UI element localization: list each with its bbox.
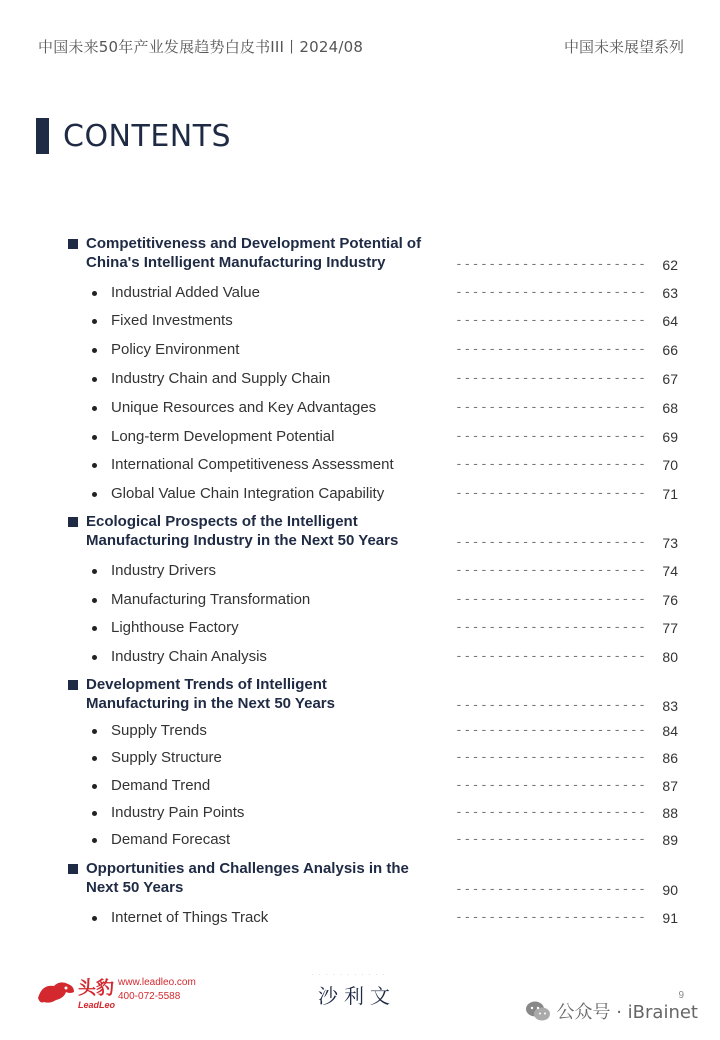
toc-section-title-line: Next 50 Years [86,879,184,896]
logo-chinese-name: 头豹 [78,978,114,999]
toc-subsection-title[interactable]: Unique Resources and Key Advantages [111,399,377,416]
toc-dotted-leader: ----------------------- [455,882,647,897]
frost-sullivan-logo: 沙利文 [318,984,396,1008]
toc-subsection-title[interactable]: Demand Trend [111,777,211,794]
toc-page-number[interactable]: 77 [662,620,678,636]
section-bullet-icon [68,680,78,690]
toc-dotted-leader: ----------------------- [455,486,647,501]
toc-subsection-title[interactable]: Industry Pain Points [111,804,245,821]
subsection-bullet-icon [92,598,97,603]
subsection-bullet-icon [92,626,97,631]
toc-section-title-line: Manufacturing in the Next 50 Years [86,695,335,712]
toc-page-number[interactable]: 80 [662,649,678,665]
toc-subsection-title[interactable]: Industrial Added Value [111,284,260,301]
subsection-bullet-icon [92,784,97,789]
logo-english-name: LeadLeo [78,1000,116,1010]
leadleo-logo [36,974,115,1010]
section-bullet-icon [68,517,78,527]
toc-dotted-leader: ----------------------- [455,457,647,472]
toc-page-number[interactable]: 67 [662,371,678,387]
toc-section-title-line: Opportunities and Challenges Analysis in the [86,860,409,877]
subsection-bullet-icon [92,729,97,734]
toc-page-number[interactable]: 91 [662,910,678,926]
toc-subsection-title[interactable]: Global Value Chain Integration Capability [111,485,385,502]
toc-dotted-leader: ----------------------- [455,723,647,738]
toc-section-title[interactable] [86,512,446,550]
toc-dotted-leader: ----------------------- [455,620,647,635]
toc-page-number[interactable]: 90 [662,882,678,898]
subsection-bullet-icon [92,569,97,574]
wechat-icon [525,1000,551,1022]
toc-dotted-leader: ----------------------- [455,400,647,415]
toc-dotted-leader: ----------------------- [455,698,647,713]
watermark-text: 公众号 · iBrainet [556,1002,698,1023]
subsection-bullet-icon [92,811,97,816]
subsection-bullet-icon [92,291,97,296]
contact-info [118,976,196,1004]
title-accent-bar [36,118,49,154]
toc-page-number[interactable]: 71 [662,486,678,502]
toc-section-title[interactable] [86,675,446,713]
toc-page-number[interactable]: 70 [662,457,678,473]
toc-subsection-title[interactable]: Industry Drivers [111,562,217,579]
subsection-bullet-icon [92,377,97,382]
leopard-logo-icon [36,978,76,1006]
header-series-title: 中国未来展望系列 [563,38,684,56]
toc-subsection-title[interactable]: Demand Forecast [111,831,231,848]
toc-subsection-title[interactable]: Fixed Investments [111,312,233,329]
subsection-bullet-icon [92,435,97,440]
toc-section-title-line: Development Trends of Intelligent [86,676,327,693]
toc-dotted-leader: ----------------------- [455,832,647,847]
toc-subsection-title[interactable]: International Competitiveness Assessment [111,456,394,473]
toc-dotted-leader: ----------------------- [455,371,647,386]
toc-page-number[interactable]: 89 [662,832,678,848]
toc-dotted-leader: ----------------------- [455,342,647,357]
toc-page-number[interactable]: 87 [662,778,678,794]
page-footer [0,960,720,1040]
subsection-bullet-icon [92,348,97,353]
toc-dotted-leader: ----------------------- [455,805,647,820]
subsection-bullet-icon [92,838,97,843]
toc-page-number[interactable]: 83 [662,698,678,714]
toc-page-number[interactable]: 73 [662,535,678,551]
toc-dotted-leader: ----------------------- [455,563,647,578]
toc-subsection-title[interactable]: Long-term Development Potential [111,428,335,445]
page-number: 9 [678,990,684,1001]
subsection-bullet-icon [92,492,97,497]
toc-page-number[interactable]: 86 [662,750,678,766]
toc-page-number[interactable]: 76 [662,592,678,608]
toc-page-number[interactable]: 62 [662,257,678,273]
toc-subsection-title[interactable]: Lighthouse Factory [111,619,239,636]
toc-page-number[interactable]: 74 [662,563,678,579]
toc-section-title-line: Manufacturing Industry in the Next 50 Years [86,532,399,549]
section-bullet-icon [68,239,78,249]
toc-subsection-title[interactable]: Industry Chain and Supply Chain [111,370,331,387]
toc-section-title-line: China's Intelligent Manufacturing Industry [86,254,386,271]
subsection-bullet-icon [92,655,97,660]
page-title: CONTENTS [63,118,232,154]
toc-section-title-line: Competitiveness and Development Potential of [86,235,422,252]
subsection-bullet-icon [92,319,97,324]
subsection-bullet-icon [92,916,97,921]
toc-page-number[interactable]: 69 [662,429,678,445]
website-link[interactable]: www.leadleo.com [118,977,196,988]
toc-dotted-leader: ----------------------- [455,429,647,444]
toc-page-number[interactable]: 64 [662,313,678,329]
subsection-bullet-icon [92,756,97,761]
toc-section-title[interactable] [86,859,446,897]
toc-dotted-leader: ----------------------- [455,313,647,328]
toc-dotted-leader: ----------------------- [455,750,647,765]
subsection-bullet-icon [92,406,97,411]
toc-subsection-title[interactable]: Internet of Things Track [111,909,269,926]
toc-subsection-title[interactable]: Manufacturing Transformation [111,591,311,608]
toc-dotted-leader: ----------------------- [455,778,647,793]
toc-section-title[interactable] [86,234,446,272]
toc-dotted-leader: ----------------------- [455,535,647,550]
toc-subsection-title[interactable]: Supply Trends [111,722,207,739]
toc-page-number[interactable]: 63 [662,285,678,301]
wechat-watermark [525,998,699,1024]
toc-page-number[interactable]: 66 [662,342,678,358]
toc-dotted-leader: ----------------------- [455,285,647,300]
toc-section-title-line: Ecological Prospects of the Intelligent [86,513,358,530]
toc-subsection-title[interactable]: Policy Environment [111,341,240,358]
toc-subsection-title[interactable]: Industry Chain Analysis [111,648,267,665]
phone-number: 400-072-5588 [118,991,181,1002]
toc-page-number[interactable]: 68 [662,400,678,416]
toc-dotted-leader: ----------------------- [455,257,647,272]
toc-subsection-title[interactable]: Supply Structure [111,749,222,766]
toc-dotted-leader: ----------------------- [455,649,647,664]
section-bullet-icon [68,864,78,874]
toc-page-number[interactable]: 84 [662,723,678,739]
center-logo-decoration: · · · · · · · · · · · [312,972,387,978]
header-report-title: 中国未来50年产业发展趋势白皮书III丨2024/08 [38,38,364,56]
toc-dotted-leader: ----------------------- [455,592,647,607]
toc-dotted-leader: ----------------------- [455,910,647,925]
contents-heading [36,118,231,154]
subsection-bullet-icon [92,463,97,468]
toc-page-number[interactable]: 88 [662,805,678,821]
